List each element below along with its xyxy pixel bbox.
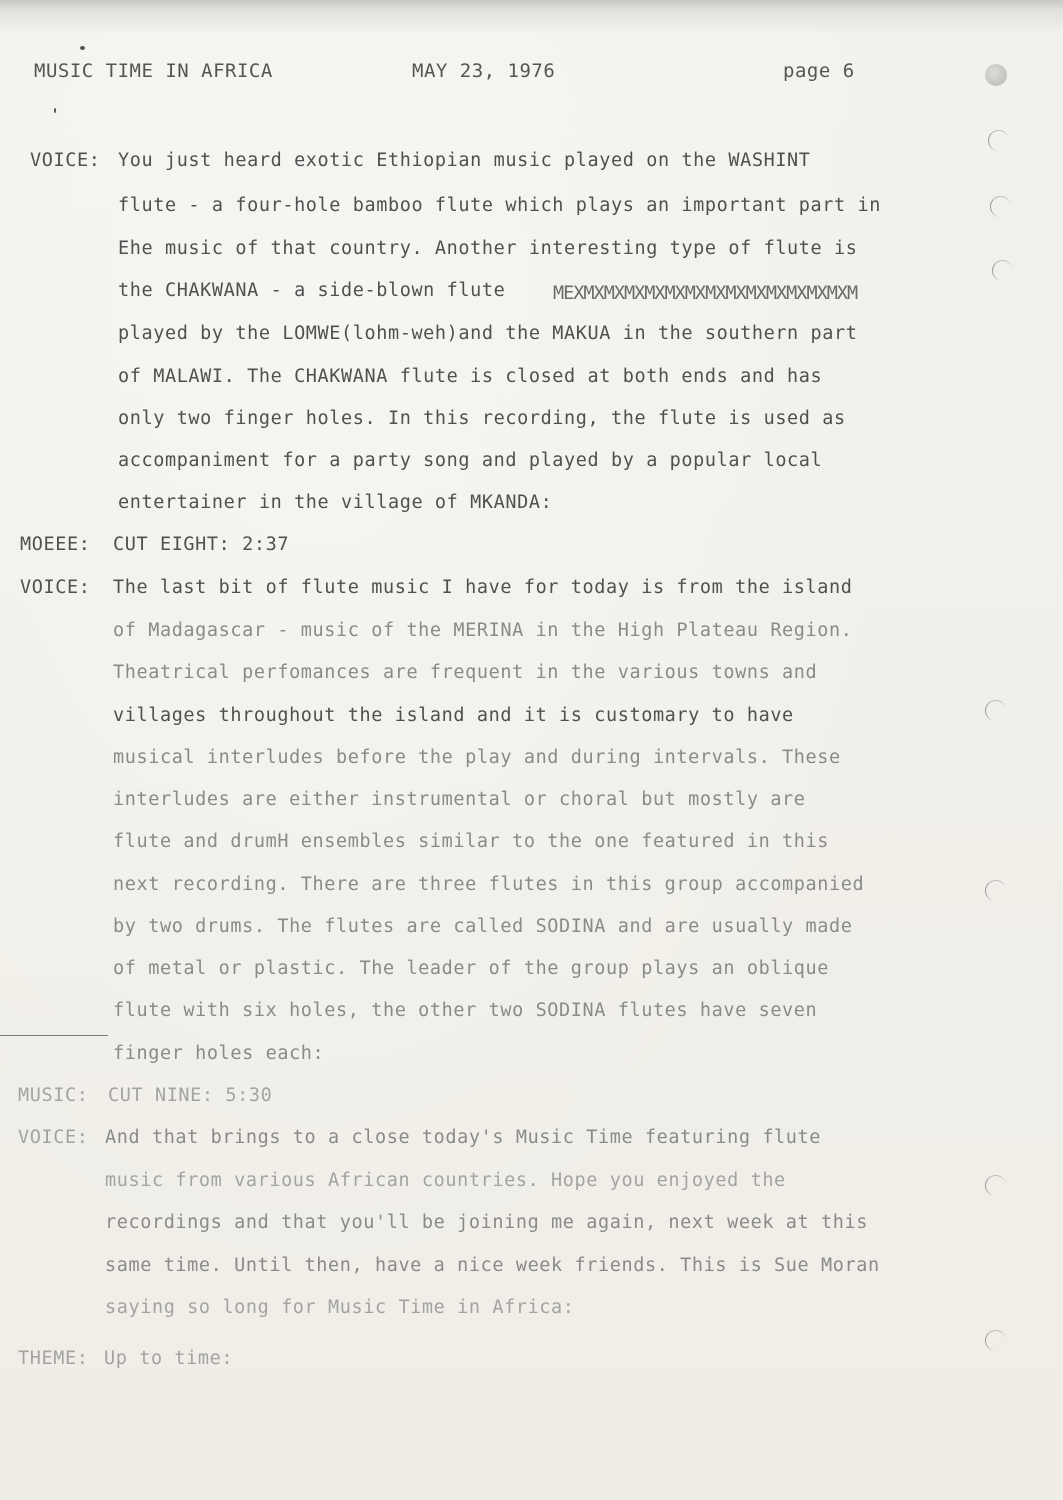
script-line: finger holes each: <box>113 1043 325 1064</box>
script-line: flute with six holes, the other two SODINA flutes have seven <box>113 1000 818 1021</box>
script-line: And that brings to a close today's Music Time featuring flute <box>105 1127 822 1148</box>
paper-top-edge <box>0 0 1063 34</box>
speaker-label: VOICE: <box>20 577 91 598</box>
program-title: MUSIC TIME IN AFRICA <box>34 60 273 82</box>
script-line: You just heard exotic Ethiopian music played on the WASHINT <box>118 150 811 171</box>
script-line: accompaniment for a party song and played by a popular local <box>118 450 823 471</box>
binder-hole <box>985 64 1007 86</box>
binder-hole-mark <box>985 1175 1006 1196</box>
broadcast-date: MAY 23, 1976 <box>412 60 556 82</box>
page-number: page 6 <box>783 60 855 82</box>
typed-strikeout: MEXMXMXMXMXMXMXMXMXMXMXMXMXMXM <box>553 283 858 304</box>
script-line: Ehe music of that country. Another interesting type of flute is <box>118 238 858 259</box>
script-line: of MALAWI. The CHAKWANA flute is closed at both ends and has <box>118 366 823 387</box>
script-line: CUT EIGHT: 2:37 <box>113 534 290 555</box>
binder-hole-mark <box>988 130 1009 151</box>
script-line: the CHAKWANA - a side-blown flute <box>118 280 506 301</box>
speaker-label: THEME: <box>18 1348 89 1369</box>
binder-hole-mark <box>985 880 1006 901</box>
speaker-label: VOICE: <box>30 150 101 171</box>
script-line: CUT NINE: 5:30 <box>108 1085 273 1106</box>
speaker-label: VOICE: <box>18 1127 89 1148</box>
speaker-label: MUSIC: <box>18 1085 89 1106</box>
script-line: by two drums. The flutes are called SODINA and are usually made <box>113 916 853 937</box>
binder-hole-mark <box>992 260 1013 281</box>
ink-speck <box>80 46 85 50</box>
script-line: played by the LOMWE(lohm-weh)and the MAKUA in the southern part <box>118 323 858 344</box>
script-line: next recording. There are three flutes in this group accompanied <box>113 874 865 895</box>
binder-hole-mark <box>985 700 1006 721</box>
script-line: entertainer in the village of MKANDA: <box>118 492 553 513</box>
script-line: Theatrical perfomances are frequent in the various towns and <box>113 662 818 683</box>
binder-hole-mark <box>985 1330 1006 1351</box>
script-line: same time. Until then, have a nice week friends. This is Sue Moran <box>105 1255 880 1276</box>
script-line: of metal or plastic. The leader of the group plays an oblique <box>113 958 830 979</box>
script-line: villages throughout the island and it is customary to have <box>113 705 794 726</box>
ink-speck <box>54 108 56 113</box>
script-line: saying so long for Music Time in Africa: <box>105 1297 575 1318</box>
script-line: Up to time: <box>104 1348 234 1369</box>
margin-rule <box>0 1035 108 1036</box>
script-line: of Madagascar - music of the MERINA in the High Plateau Region. <box>113 620 853 641</box>
script-line: recordings and that you'll be joining me again, next week at this <box>105 1212 868 1233</box>
script-line: The last bit of flute music I have for today is from the island <box>113 577 853 598</box>
script-line: only two finger holes. In this recording, the flute is used as <box>118 408 846 429</box>
binder-hole-mark <box>990 196 1011 217</box>
script-line: music from various African countries. Hope you enjoyed the <box>105 1170 786 1191</box>
script-line: interludes are either instrumental or choral but mostly are <box>113 789 806 810</box>
script-line: flute - a four-hole bamboo flute which plays an important part in <box>118 195 881 216</box>
script-line: musical interludes before the play and during intervals. These <box>113 747 841 768</box>
speaker-label: MOEEE: <box>20 534 91 555</box>
script-line: flute and drumH ensembles similar to the one featured in this <box>113 831 830 852</box>
